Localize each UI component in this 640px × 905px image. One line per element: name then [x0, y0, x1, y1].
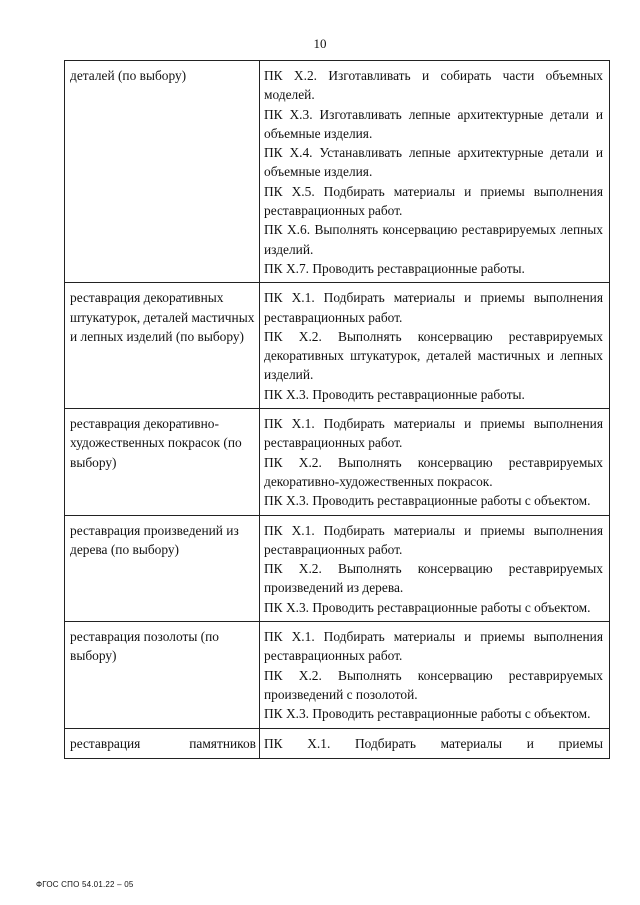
- training-area-label: реставрация декоративно-художественных покрасок (по выбору): [70, 416, 242, 470]
- competencies-cell: [260, 61, 610, 283]
- page-number: 10: [313, 36, 327, 51]
- training-area-label: реставрация произведений из дерева (по выбору): [70, 522, 239, 557]
- competency-item: ПК Х.3. Проводить реставрационные работы с объектом.: [264, 493, 591, 509]
- competencies-cell: [260, 283, 610, 409]
- competency-item: ПК Х.2. Выполнять консервацию реставрируемых декоративно-художественных покрасок.: [264, 454, 603, 489]
- table-row: [65, 409, 610, 515]
- training-area-label: деталей (по выбору): [70, 68, 187, 83]
- training-area-cell: [65, 622, 260, 728]
- training-area-label: реставрация позолоты (по выбору): [70, 629, 219, 664]
- table-row: [65, 283, 610, 409]
- table-row: [65, 622, 610, 728]
- competency-item: ПК Х.6. Выполнять консервацию реставрируемых лепных изделий.: [264, 222, 603, 257]
- competency-item: ПК Х.5. Подбирать материалы и приемы выполнения реставрационных работ.: [264, 183, 603, 219]
- competency-item: ПК Х.4. Устанавливать лепные архитектурные детали и объемные изделия.: [264, 145, 603, 180]
- table-body: [65, 61, 610, 759]
- training-area-cell: [65, 409, 260, 515]
- training-area-label: реставрация декоративных штукатурок, деталей мастичных и лепных изделий (по выбору): [70, 290, 255, 344]
- training-area-cell: [65, 283, 260, 409]
- competency-item: ПК Х.1. Подбирать материалы и приемы: [264, 735, 603, 751]
- competency-item: ПК Х.3. Проводить реставрационные работы с объектом.: [264, 706, 591, 722]
- table-row: [65, 728, 610, 758]
- competency-item: ПК Х.1. Подбирать материалы и приемы выполнения реставрационных работ.: [264, 629, 603, 664]
- competency-item: ПК Х.7. Проводить реставрационные работы.: [264, 260, 525, 276]
- competency-item: ПК Х.2. Выполнять консервацию реставрируемых произведений из дерева.: [264, 561, 603, 596]
- document-footer: ФГОС СПО 54.01.22 – 05: [36, 880, 134, 889]
- competency-table: [64, 60, 610, 759]
- competency-item: ПК Х.1. Подбирать материалы и приемы выполнения реставрационных работ.: [264, 522, 603, 557]
- competency-item: ПК Х.2. Изготавливать и собирать части объемных моделей.: [264, 68, 603, 103]
- competencies-cell: [260, 409, 610, 515]
- competency-item: ПК Х.3. Изготавливать лепные архитектурные детали и объемные изделия.: [264, 106, 603, 141]
- competency-item: ПК Х.1. Подбирать материалы и приемы выполнения реставрационных работ.: [264, 290, 603, 325]
- competency-item: ПК Х.3. Проводить реставрационные работы с объектом.: [264, 599, 591, 615]
- training-area-cell: [65, 728, 260, 758]
- competency-item: ПК Х.3. Проводить реставрационные работы.: [264, 386, 525, 402]
- training-area-cell: [65, 515, 260, 621]
- table-row: [65, 515, 610, 621]
- competency-item: ПК Х.1. Подбирать материалы и приемы выполнения реставрационных работ.: [264, 416, 603, 451]
- competencies-cell: [260, 728, 610, 758]
- table-row: [65, 61, 610, 283]
- competency-item: ПК Х.2. Выполнять консервацию реставрируемых декоративных штукатурок, деталей мастичных и лепных изделий.: [264, 328, 603, 383]
- training-area-label: реставрация памятников: [70, 735, 256, 751]
- training-area-cell: [65, 61, 260, 283]
- competency-item: ПК Х.2. Выполнять консервацию реставрируемых произведений с позолотой.: [264, 667, 603, 702]
- competencies-cell: [260, 515, 610, 621]
- competencies-cell: [260, 622, 610, 728]
